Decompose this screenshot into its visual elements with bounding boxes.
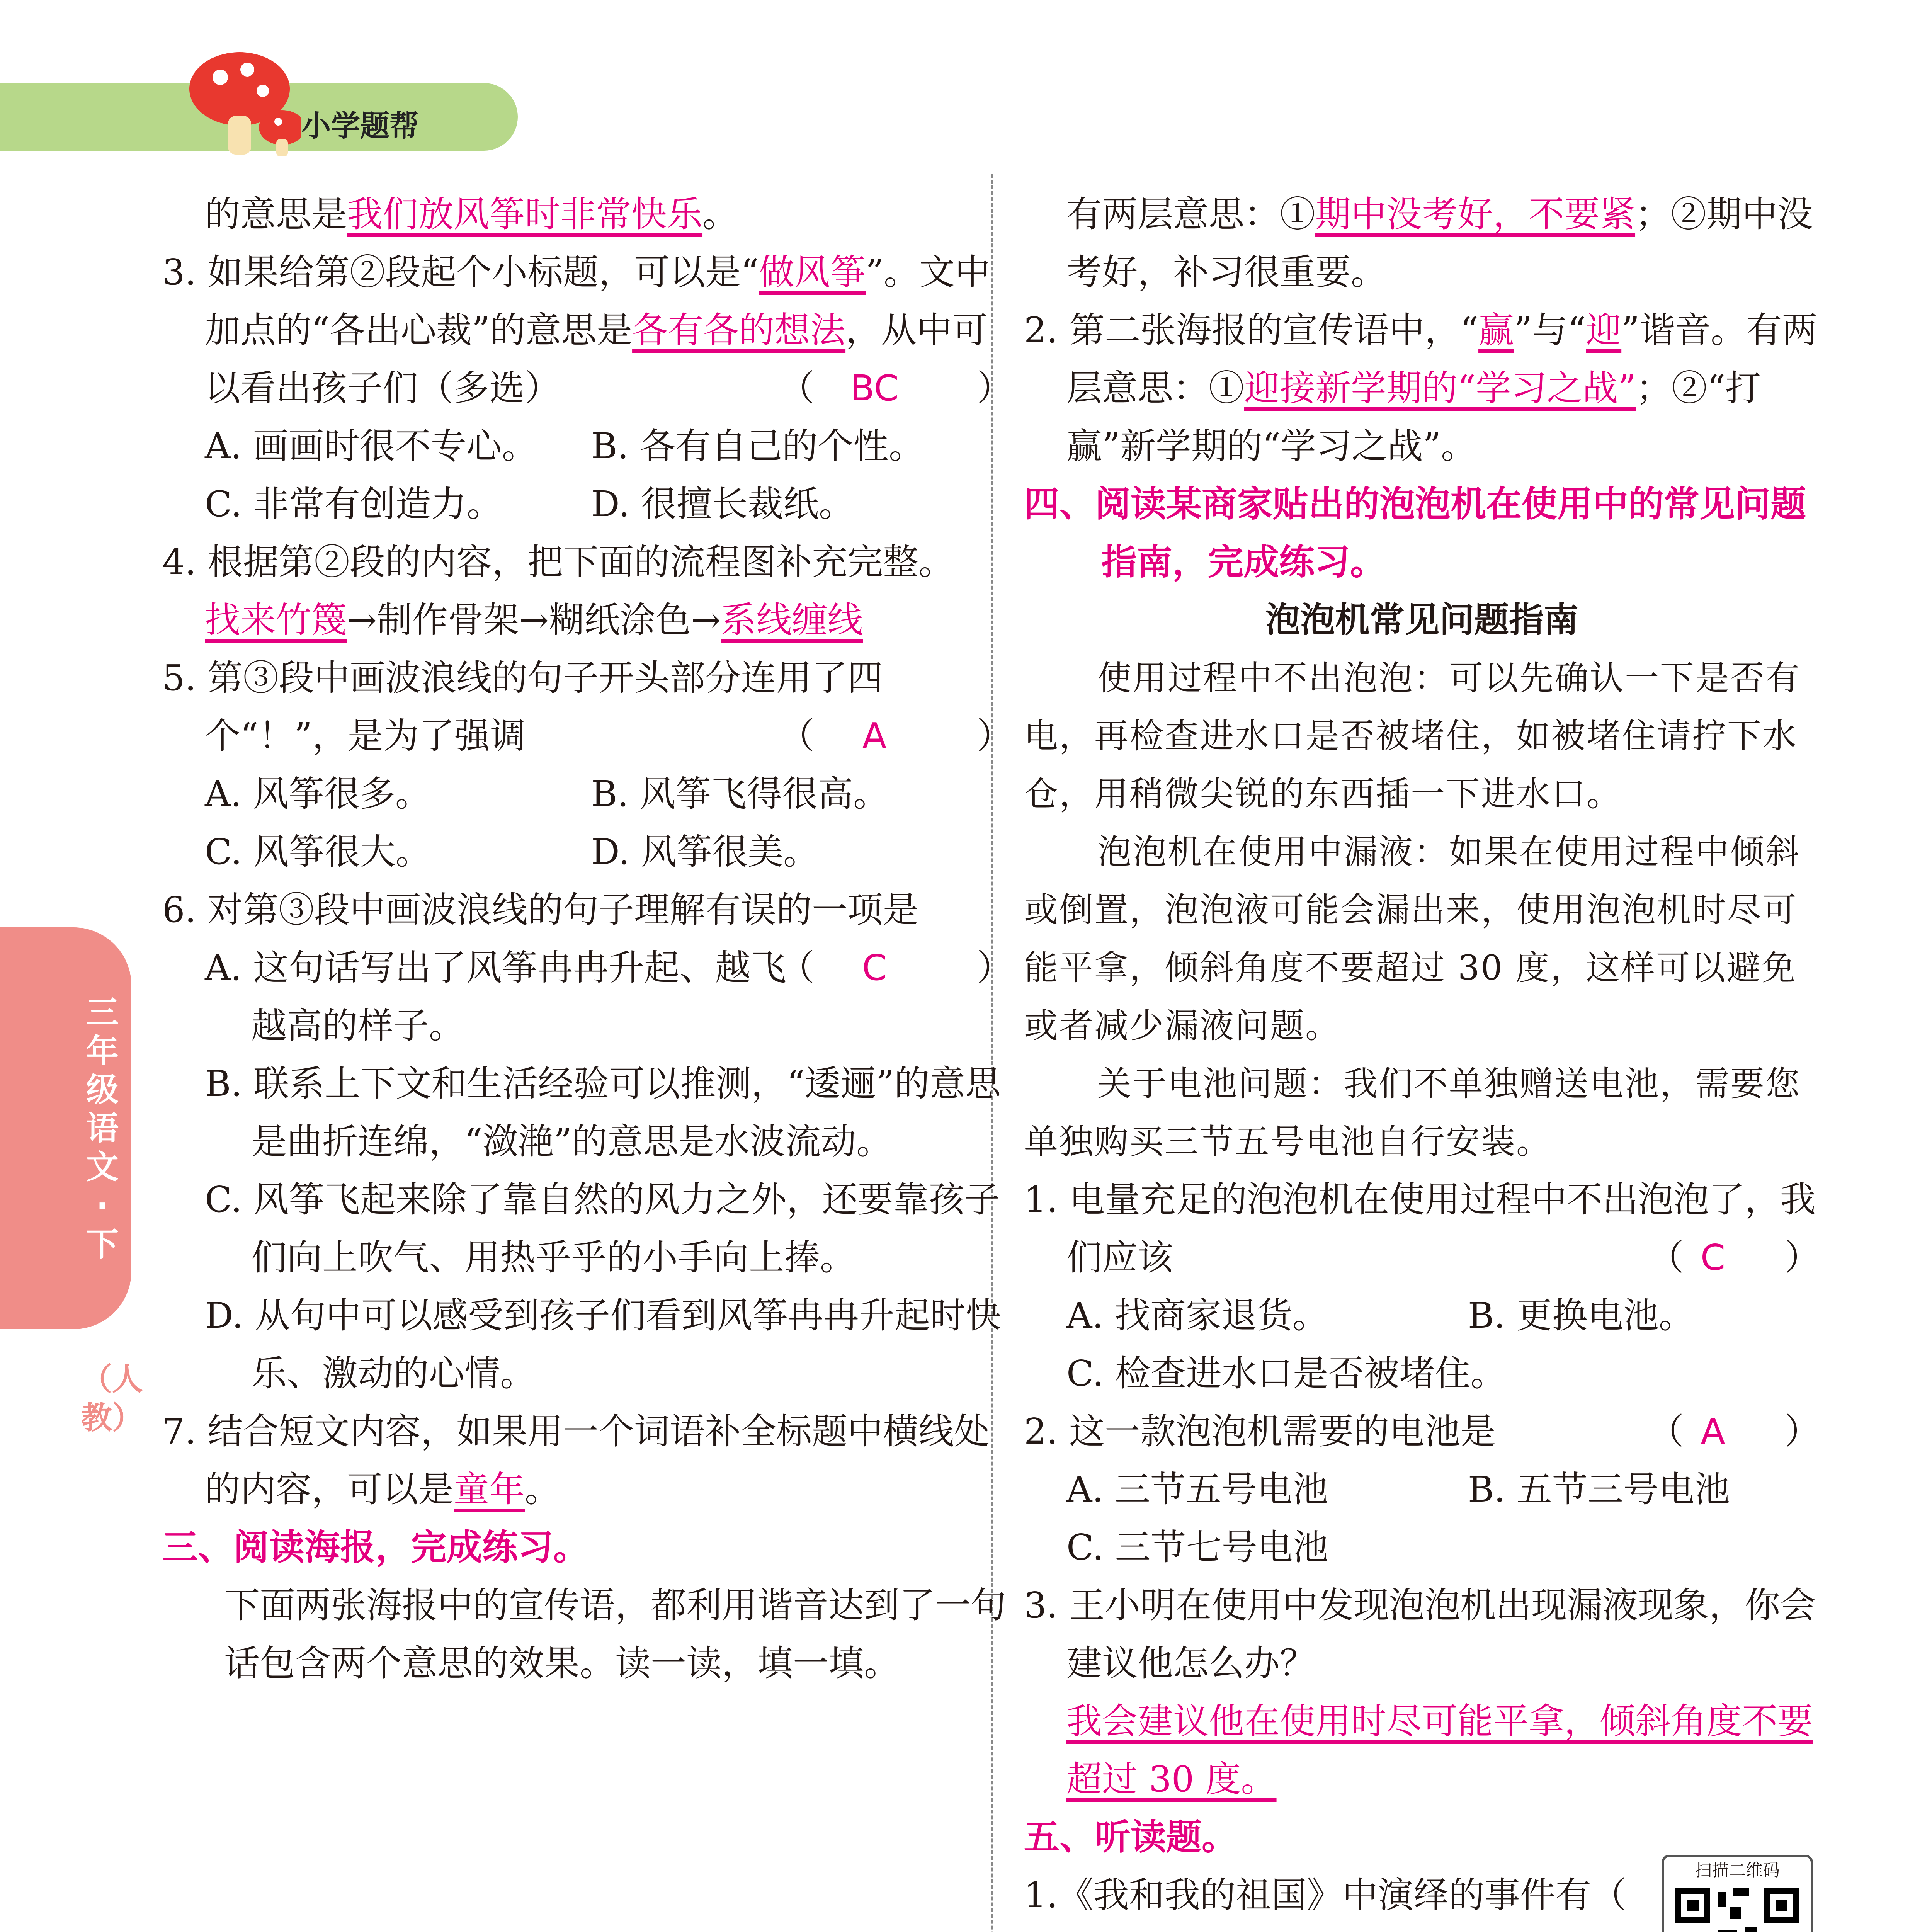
side-tab-edition: （人教） <box>81 1361 143 1436</box>
section-3-title: 三、阅读海报，完成练习。 <box>162 1527 589 1568</box>
options-q5: A. 风筝很多。 B. 风筝飞得很高。 <box>205 773 889 815</box>
option-q6-b: B. 联系上下文和生活经验可以推测，“逶逦”的意思是曲折连绵，“潋滟”的意思是水波流动。 <box>205 1063 1001 1162</box>
option-q6-d: D. 从句中可以感受到孩子们看到风筝冉冉升起时快乐、激动的心情。 <box>205 1295 1001 1394</box>
guide-title: 泡泡机常见问题指南 <box>1265 600 1578 640</box>
header-title: 小学题帮 <box>301 109 419 143</box>
answer-choice: A <box>1701 1411 1725 1452</box>
question-2: 2. 第二张海报的宣传语中，“赢”与“迎”谐音。有两层意思：①迎接新学期的“学习之战”；②“打赢”新学期的“学习之战”。 <box>1024 310 1818 467</box>
answer-choice: C <box>1700 1237 1726 1278</box>
question-r3: 3. 王小明在使用中发现泡泡机出现漏液现象，你会建议他怎么办？ <box>1024 1585 1816 1684</box>
guide-paragraph-1: 使用过程中不出泡泡：可以先确认一下是否有电，再检查进水口是否被堵住，如被堵住请拧下水仓，用稍微尖锐的东西插一下进水口。 <box>1024 658 1801 814</box>
line-meaning: 的意思是我们放风筝时非常快乐。 <box>205 194 738 235</box>
question-3: 3. 如果给第②段起个小标题，可以是“做风筝”。文中加点的“各出心裁”的意思是各有各的想法，从中可以看出孩子们（多选） （ BC ） <box>162 243 1012 417</box>
listen-q1: 1.《我和我的祖国》中演绎的事件有（ <box>1024 1866 1692 1932</box>
option-q6-c: C. 风筝飞起来除了靠自然的风力之外，还要靠孩子们向上吹气、用热乎乎的小手向上捧。 <box>205 1179 1000 1278</box>
side-tab-grade: 三年级语文·下 <box>86 993 119 1263</box>
section-5-title: 五、听读题。 <box>1024 1816 1238 1858</box>
answer-choice: C <box>862 947 887 988</box>
options-q3: C. 非常有创造力。 D. 很擅长裁纸。 <box>205 483 854 525</box>
question-6: 6. 对第③段中画波浪线的句子理解有误的一项是 （ C ） <box>162 881 1012 939</box>
mushroom-logo-icon <box>185 43 301 158</box>
options-r1: A. 找商家退货。 B. 更换电池。 <box>1066 1295 1694 1336</box>
qr-code-box[interactable] <box>1662 1855 1813 1932</box>
answer-r3: 我会建议他在使用时尽可能平拿，倾斜角度不要超过 30 度。 <box>1066 1701 1813 1800</box>
answer-choice: A <box>862 715 887 757</box>
question-7: 7. 结合短文内容，如果用一个词语补全标题中横线处的内容，可以是童年。 <box>162 1411 990 1510</box>
options-q3: A. 画画时很不专心。 B. 各有自己的个性。 <box>205 425 925 467</box>
options-r1: C. 检查进水口是否被堵住。 <box>1066 1353 1506 1394</box>
guide-paragraph-2: 泡泡机在使用中漏液：如果在使用过程中倾斜或倒置，泡泡液可能会漏出来，使用泡泡机时尽可能平拿，倾斜角度不要超过 30 度，这样可以避免或者减少漏液问题。 <box>1024 832 1801 1046</box>
options-q5: C. 风筝很大。 D. 风筝很美。 <box>205 831 819 872</box>
section-3-intro: 下面两张海报中的宣传语，都利用谐音达到了一句话包含两个意思的效果。读一读，填一填。 <box>224 1585 1007 1684</box>
question-5: 5. 第③段中画波浪线的句子开头部分连用了四个“！”，是为了强调 （ A ） <box>162 649 1012 765</box>
options-r2: C. 三节七号电池 <box>1066 1527 1328 1568</box>
qr-caption-top: 扫描二维码 <box>1695 1861 1780 1880</box>
left-column <box>162 185 1012 1692</box>
option-q6-a: A. 这句话写出了风筝冉冉升起、越飞越高的样子。 <box>205 947 786 1046</box>
section-4-title: 四、阅读某商家贴出的泡泡机在使用中的常见问题指南，完成练习。 <box>1024 483 1806 583</box>
question-4: 4. 根据第②段的内容，把下面的流程图补充完整。 <box>162 541 954 583</box>
options-r2: A. 三节五号电池 B. 五节三号电池 <box>1066 1469 1730 1510</box>
q1-continued: 有两层意思：①期中没考好，不要紧；②期中没考好，补习很重要。 <box>1066 194 1813 293</box>
question-r1: 1. 电量充足的泡泡机在使用过程中不出泡泡了，我们应该 （ C ） <box>1024 1171 1820 1287</box>
question-r2: 2. 这一款泡泡机需要的电池是 （ A ） <box>1024 1403 1820 1461</box>
guide-paragraph-3: 关于电池问题：我们不单独赠送电池，需要您单独购买三节五号电池自行安装。 <box>1024 1064 1801 1162</box>
qr-code-icon <box>1672 1884 1803 1932</box>
right-column <box>1024 185 1820 1932</box>
answer-choice: BC <box>850 367 899 409</box>
flowchart-answer: 找来竹篾→制作骨架→糊纸涂色→系线缠线 <box>205 599 863 641</box>
answer-choice <box>1066 1924 1155 1932</box>
